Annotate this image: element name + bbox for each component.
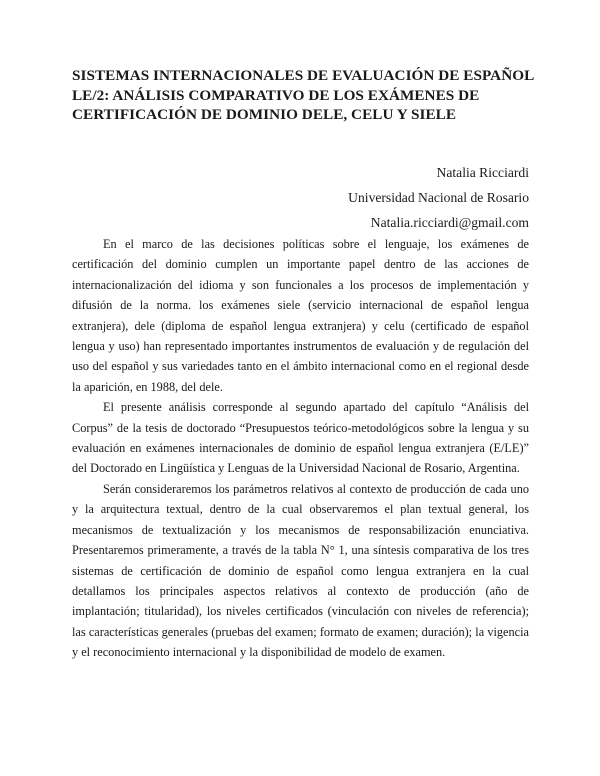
author-affiliation: Universidad Nacional de Rosario	[348, 190, 529, 205]
paragraph: El presente análisis corresponde al segundo apartado del capítulo “Análisis del Corpus” de la tesis de doctorado “Presupuestos teórico-metodológicos sobre la lengua y su evaluación en exámenes internacionales de dominio de español lengua extranjera (E/LE)” del Doctorado en Lingüística y Lenguas de la Universidad Nacional de Rosario, Argentina.	[72, 400, 529, 476]
title-line: CERTIFICACIÓN DE DOMINIO DELE, CELU Y SIELE	[72, 106, 457, 123]
title-line: LE/2: ANÁLISIS COMPARATIVO DE LOS EXÁMENES DE	[72, 86, 480, 104]
title-line: SISTEMAS INTERNACIONALES DE EVALUACIÓN DE ESPAÑOL	[72, 67, 535, 84]
paragraph: En el marco de las decisiones políticas sobre el lenguaje, los exámenes de certificación del dominio cumplen un importante papel dentro de las acciones de internacionalización del idioma y son funcionales a los procesos de implementación y difusión de la norma. los exámenes siele (servicio internacional de español lengua extranjera), dele (diploma de español lengua extranjera) y celu (certificado de español lengua y uso) han representado importantes instrumentos de evaluación y de regulación del uso del español y sus variedades tanto en el ámbito internacional como en el regional desde la aparición, en 1988, del dele.	[72, 237, 529, 394]
body-text	[72, 234, 529, 663]
author-email: Natalia.ricciardi@gmail.com	[370, 215, 529, 230]
paragraph: Serán consideraremos los parámetros relativos al contexto de producción de cada uno y la arquitectura textual, dentro de la cual observaremos el plan textual general, los mecanismos de textualización y los mecanismos de responsabilización enunciativa. Presentaremos primeramente, a través de la tabla N° 1, una síntesis comparativa de los tres sistemas de certificación de dominio de español como lengua extranjera en la cual detallamos los principales aspectos relativos al contexto de producción (año de implantación; titularidad), los niveles certificados (vinculación con niveles de referencia); las características generales (pruebas del examen; formato de examen; duración); la vigencia y el reconocimiento internacional y la disponibilidad de modelo de examen.	[72, 481, 529, 660]
author-block	[348, 160, 529, 235]
paper-title	[72, 66, 535, 125]
author-name: Natalia Ricciardi	[436, 165, 529, 180]
